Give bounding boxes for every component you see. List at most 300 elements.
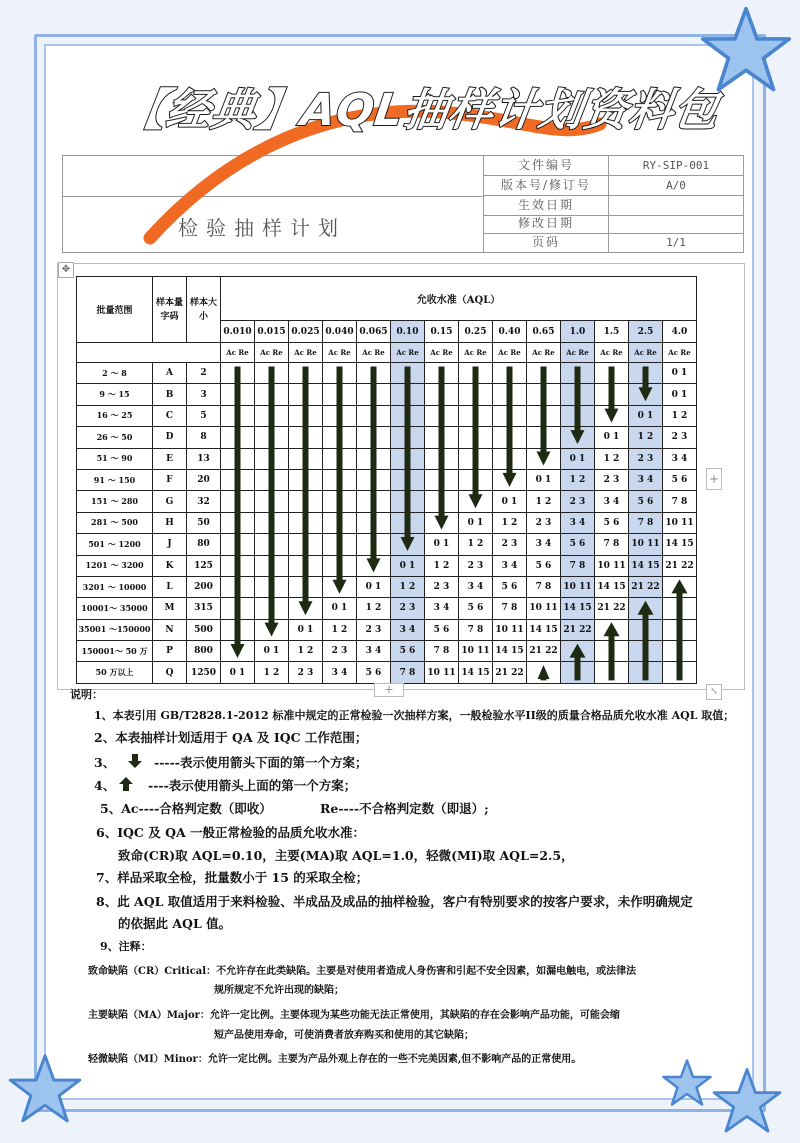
acre-cell: [561, 662, 595, 683]
size-cell: 125: [187, 555, 221, 576]
acre-cell: 2 3: [595, 469, 629, 490]
acre-cell: 1 2: [459, 534, 493, 555]
acre-cell: 1 2: [663, 405, 697, 426]
acre-cell: 7 8: [459, 619, 493, 640]
acre-cell: [493, 405, 527, 426]
size-cell: 8: [187, 427, 221, 448]
acre-cell: [391, 534, 425, 555]
acre-cell: [391, 491, 425, 512]
aql-level: 0.40: [493, 321, 527, 343]
acre-cell: 0 1: [357, 576, 391, 597]
acre-cell: [221, 512, 255, 533]
note-7: 7、样品采取全检，批量数小于 15 的采取全检；: [96, 870, 369, 885]
acre-cell: 3 4: [459, 576, 493, 597]
acre-cell: [459, 384, 493, 405]
acre-cell: 0 1: [595, 427, 629, 448]
acre-cell: [289, 448, 323, 469]
acre-cell: 3 4: [561, 512, 595, 533]
header-key: 文件编号: [484, 156, 609, 175]
size-cell: 315: [187, 598, 221, 619]
acre-cell: 14 15: [459, 662, 493, 683]
acre-cell: [561, 384, 595, 405]
acre-cell: 3 4: [663, 448, 697, 469]
acre-cell: [527, 405, 561, 426]
lot-range-cell: 150001～ 50 万: [77, 641, 153, 662]
header-row-doc-no: [484, 156, 743, 176]
acre-cell: [629, 619, 663, 640]
lot-range-cell: 9 ～ 15: [77, 384, 153, 405]
acre-cell: [595, 384, 629, 405]
acre-cell: [289, 363, 323, 384]
note-major-cont: 短产品使用寿命，可使消费者放弃购买和使用的其它缺陷；: [214, 1030, 474, 1041]
acre-cell: [255, 619, 289, 640]
acre-cell: [663, 598, 697, 619]
acre-cell: [255, 491, 289, 512]
lot-range-cell: 16 ～ 25: [77, 405, 153, 426]
acre-cell: [221, 384, 255, 405]
acre-cell: [425, 491, 459, 512]
header-key: 版本号/修订号: [484, 176, 609, 195]
code-cell: M: [153, 598, 187, 619]
acre-cell: [663, 576, 697, 597]
acre-cell: [459, 405, 493, 426]
acre-cell: [323, 469, 357, 490]
acre-cell: [595, 662, 629, 683]
note-1: 1、本表引用 GB/T2828.1-2012 标准中规定的正常检验一次抽样方案，一般检验水平II级的质量合格品质允收水准 AQL 取值；: [94, 709, 735, 722]
notes-heading: 说明：: [70, 688, 103, 701]
code-header: 样本量字码: [153, 277, 187, 343]
acre-cell: 0 1: [255, 641, 289, 662]
size-cell: 80: [187, 534, 221, 555]
acre-cell: [255, 534, 289, 555]
acre-cell: 0 1: [663, 363, 697, 384]
table-row: [77, 427, 697, 448]
acre-cell: [391, 512, 425, 533]
acre-cell: 2 3: [391, 598, 425, 619]
acre-cell: [255, 427, 289, 448]
acre-cell: [493, 448, 527, 469]
acre-cell: 14 15: [595, 576, 629, 597]
note-major: 主要缺陷（MA）Major：允许一定比例。主要体现为某些功能无法正常使用，其缺陷的存在会影响产品功能，可能会缩: [88, 1010, 620, 1021]
header-row-version: [484, 176, 743, 196]
acre-cell: [391, 384, 425, 405]
code-cell: G: [153, 491, 187, 512]
note-6-detail: 致命(CR)取 AQL=0.10，主要(MA)取 AQL=1.0，轻微(MI)取 AQL=2.5，: [118, 848, 574, 863]
acre-cell: [357, 469, 391, 490]
acre-cell: [221, 598, 255, 619]
acre-cell: 5 6: [663, 469, 697, 490]
size-cell: 50: [187, 512, 221, 533]
header-value: [609, 196, 743, 215]
acre-cell: [561, 641, 595, 662]
acre-cell: 3 4: [357, 641, 391, 662]
acre-cell: 1 2: [425, 555, 459, 576]
acre-cell: 5 6: [357, 662, 391, 683]
acre-cell: [221, 469, 255, 490]
code-cell: J: [153, 534, 187, 555]
acre-cell: 10 11: [425, 662, 459, 683]
size-cell: 500: [187, 619, 221, 640]
acre-cell: 10 11: [527, 598, 561, 619]
table-row: [77, 576, 697, 597]
acre-cell: [629, 363, 663, 384]
acre-cell: [289, 576, 323, 597]
acre-cell: [357, 427, 391, 448]
acre-cell: [357, 534, 391, 555]
code-cell: L: [153, 576, 187, 597]
acre-cell: [323, 384, 357, 405]
acre-cell: [425, 512, 459, 533]
acre-cell: [357, 405, 391, 426]
acre-cell: 1 2: [527, 491, 561, 512]
acre-cell: 5 6: [391, 641, 425, 662]
aql-level: 0.015: [255, 321, 289, 343]
plan-title: 检验抽样计划: [178, 216, 346, 240]
size-cell: 5: [187, 405, 221, 426]
lot-range-cell: 3201 ～ 10000: [77, 576, 153, 597]
aql-level: 0.15: [425, 321, 459, 343]
acre-cell: 21 22: [663, 555, 697, 576]
move-handle-icon[interactable]: ✥: [58, 262, 74, 278]
aql-level: 0.040: [323, 321, 357, 343]
acre-cell: 21 22: [493, 662, 527, 683]
aql-level: 4.0: [663, 321, 697, 343]
header-key: 页码: [484, 233, 609, 252]
acre-label: Ac Re: [221, 343, 255, 363]
acre-cell: [391, 427, 425, 448]
note-minor: 轻微缺陷（MI）Minor：允许一定比例。主要为产品外观上存在的一些不完美因素,但不影响产品的正常使用。: [88, 1054, 582, 1065]
acre-cell: 5 6: [459, 598, 493, 619]
acre-label: Ac Re: [323, 343, 357, 363]
acre-cell: [357, 555, 391, 576]
table-row: [77, 384, 697, 405]
acre-cell: [323, 448, 357, 469]
acre-cell: 1 2: [561, 469, 595, 490]
acre-cell: 7 8: [663, 491, 697, 512]
acre-cell: 0 1: [561, 448, 595, 469]
note-9: 9、注释：: [100, 940, 152, 953]
lot-range-cell: 281 ～ 500: [77, 512, 153, 533]
acre-cell: [255, 555, 289, 576]
size-cell: 32: [187, 491, 221, 512]
acre-cell: [289, 427, 323, 448]
lot-range-header: 批量范围: [77, 277, 153, 343]
aql-level: 0.025: [289, 321, 323, 343]
star-icon: [8, 1052, 82, 1126]
header-key: 修改日期: [484, 214, 609, 233]
acre-label: Ac Re: [527, 343, 561, 363]
acre-cell: 14 15: [629, 555, 663, 576]
aql-level: 2.5: [629, 321, 663, 343]
header-value: RY-SIP-001: [642, 159, 710, 172]
acre-cell: [289, 598, 323, 619]
acre-cell: [221, 427, 255, 448]
acre-label: Ac Re: [425, 343, 459, 363]
acre-cell: 1 2: [391, 576, 425, 597]
acre-cell: 2 3: [493, 534, 527, 555]
acre-cell: 0 1: [663, 384, 697, 405]
acre-label: Ac Re: [629, 343, 663, 363]
acre-cell: 0 1: [493, 491, 527, 512]
acre-cell: [221, 619, 255, 640]
acre-cell: [425, 427, 459, 448]
acre-cell: 2 3: [425, 576, 459, 597]
lot-range-cell: 35001 ～150000: [77, 619, 153, 640]
acre-label: Ac Re: [561, 343, 595, 363]
acre-cell: 7 8: [629, 512, 663, 533]
acre-cell: [323, 427, 357, 448]
aql-level: 0.25: [459, 321, 493, 343]
acre-label: Ac Re: [459, 343, 493, 363]
star-icon: [662, 1058, 712, 1108]
resize-icon[interactable]: ⤡: [706, 684, 722, 700]
aql-level: 0.65: [527, 321, 561, 343]
table-row: [77, 512, 697, 533]
acre-cell: [357, 363, 391, 384]
acre-cell: 1 2: [255, 662, 289, 683]
note-critical: 致命缺陷（CR）Critical：不允许存在此类缺陷。主要是对使用者造成人身伤害和引起不安全因素，如漏电触电，或法律法: [88, 966, 637, 977]
acre-row: [77, 343, 697, 363]
acre-cell: 0 1: [221, 662, 255, 683]
lot-range-cell: 1201 ～ 3200: [77, 555, 153, 576]
size-header: 样本大小: [187, 277, 221, 343]
header-value: 1/1: [666, 236, 686, 249]
code-cell: F: [153, 469, 187, 490]
acre-cell: [255, 448, 289, 469]
acre-cell: 10 11: [663, 512, 697, 533]
acre-cell: [459, 469, 493, 490]
star-icon: [712, 1066, 782, 1136]
acre-cell: [255, 598, 289, 619]
acre-cell: [323, 491, 357, 512]
acre-cell: 5 6: [527, 555, 561, 576]
acre-cell: 21 22: [527, 641, 561, 662]
lot-range-cell: 91 ～ 150: [77, 469, 153, 490]
acre-cell: [357, 512, 391, 533]
acre-cell: [595, 405, 629, 426]
table-row: [77, 448, 697, 469]
add-row-icon[interactable]: +: [374, 683, 404, 697]
arrow-down-icon: [128, 754, 142, 768]
acre-cell: [391, 405, 425, 426]
acre-label: Ac Re: [595, 343, 629, 363]
acre-cell: 1 2: [323, 619, 357, 640]
aql-header: 允收水准（AQL）: [221, 277, 697, 321]
acre-cell: 10 11: [595, 555, 629, 576]
acre-cell: 2 3: [561, 491, 595, 512]
acre-cell: 1 2: [289, 641, 323, 662]
acre-label: Ac Re: [493, 343, 527, 363]
acre-cell: [255, 576, 289, 597]
lot-range-cell: 151 ～ 280: [77, 491, 153, 512]
add-column-icon[interactable]: +: [706, 468, 722, 490]
note-3: -----表示使用箭头下面的第一个方案；: [154, 755, 368, 770]
code-cell: A: [153, 363, 187, 384]
acre-cell: [323, 555, 357, 576]
header-row-modified-date: [484, 214, 743, 234]
acre-cell: [595, 619, 629, 640]
acre-cell: 0 1: [459, 512, 493, 533]
code-cell: E: [153, 448, 187, 469]
acre-label: Ac Re: [357, 343, 391, 363]
size-cell: 1250: [187, 662, 221, 683]
acre-cell: 7 8: [527, 576, 561, 597]
size-cell: 20: [187, 469, 221, 490]
code-cell: N: [153, 619, 187, 640]
acre-cell: [323, 534, 357, 555]
acre-cell: [459, 491, 493, 512]
acre-cell: [391, 363, 425, 384]
acre-cell: 5 6: [629, 491, 663, 512]
acre-cell: 2 3: [629, 448, 663, 469]
acre-cell: 1 2: [595, 448, 629, 469]
page-banner-title: 【经典】AQL抽样计划资料包: [117, 85, 723, 136]
acre-cell: [425, 469, 459, 490]
acre-cell: 7 8: [391, 662, 425, 683]
acre-label: Ac Re: [391, 343, 425, 363]
acre-cell: 7 8: [595, 534, 629, 555]
acre-cell: 10 11: [629, 534, 663, 555]
acre-cell: [527, 363, 561, 384]
arrow-up-icon: [119, 777, 133, 791]
acre-cell: 2 3: [357, 619, 391, 640]
code-cell: H: [153, 512, 187, 533]
header-row-effective-date: [484, 196, 743, 216]
acre-cell: 21 22: [629, 576, 663, 597]
code-cell: Q: [153, 662, 187, 683]
note-5-re: Re----不合格判定数（即退）;: [320, 801, 489, 816]
lot-range-cell: 50 万以上: [77, 662, 153, 683]
acre-cell: 3 4: [493, 555, 527, 576]
acre-cell: [255, 405, 289, 426]
acre-cell: 5 6: [493, 576, 527, 597]
acre-cell: [595, 363, 629, 384]
size-cell: 800: [187, 641, 221, 662]
acre-cell: [221, 448, 255, 469]
table-row: [77, 491, 697, 512]
acre-cell: 10 11: [493, 619, 527, 640]
acre-cell: [357, 491, 391, 512]
acre-cell: 5 6: [425, 619, 459, 640]
acre-cell: 2 3: [663, 427, 697, 448]
acre-cell: 2 3: [289, 662, 323, 683]
acre-cell: 0 1: [391, 555, 425, 576]
acre-cell: [527, 448, 561, 469]
aql-table: [76, 276, 697, 684]
table-row: [77, 619, 697, 640]
acre-cell: [663, 662, 697, 683]
acre-cell: [221, 405, 255, 426]
acre-cell: [221, 491, 255, 512]
acre-cell: [323, 405, 357, 426]
acre-cell: [459, 363, 493, 384]
acre-cell: 21 22: [595, 598, 629, 619]
acre-cell: 14 15: [663, 534, 697, 555]
acre-cell: 1 2: [493, 512, 527, 533]
acre-cell: [493, 384, 527, 405]
acre-cell: 10 11: [561, 576, 595, 597]
acre-cell: [289, 491, 323, 512]
acre-cell: 21 22: [561, 619, 595, 640]
size-cell: 200: [187, 576, 221, 597]
acre-cell: [493, 363, 527, 384]
acre-cell: 14 15: [561, 598, 595, 619]
acre-cell: [221, 363, 255, 384]
acre-cell: [255, 512, 289, 533]
table-row: [77, 534, 697, 555]
acre-cell: [221, 555, 255, 576]
acre-cell: [221, 534, 255, 555]
acre-cell: [289, 512, 323, 533]
acre-cell: 0 1: [629, 405, 663, 426]
code-cell: D: [153, 427, 187, 448]
aql-level: 0.065: [357, 321, 391, 343]
aql-level: 0.10: [391, 321, 425, 343]
acre-cell: [289, 534, 323, 555]
acre-cell: [425, 405, 459, 426]
acre-cell: 3 4: [629, 469, 663, 490]
code-cell: C: [153, 405, 187, 426]
acre-cell: [323, 576, 357, 597]
table-row: [77, 555, 697, 576]
aql-header-row: [77, 277, 697, 321]
table-row: [77, 662, 697, 683]
acre-cell: 1 2: [629, 427, 663, 448]
aql-level: 0.010: [221, 321, 255, 343]
table-row: [77, 641, 697, 662]
aql-level: 1.0: [561, 321, 595, 343]
acre-cell: 5 6: [595, 512, 629, 533]
acre-cell: [391, 448, 425, 469]
acre-cell: 1 2: [357, 598, 391, 619]
acre-cell: [289, 405, 323, 426]
header-row-page: [484, 233, 743, 252]
acre-cell: 10 11: [459, 641, 493, 662]
acre-cell: [425, 363, 459, 384]
note-2: 2、本表抽样计划适用于 QA 及 IQC 工作范围；: [94, 730, 368, 745]
note-4-num: 4、: [94, 778, 116, 793]
acre-cell: [527, 662, 561, 683]
acre-cell: [527, 427, 561, 448]
acre-cell: [323, 512, 357, 533]
acre-cell: [459, 427, 493, 448]
code-cell: P: [153, 641, 187, 662]
acre-cell: [357, 384, 391, 405]
acre-cell: [255, 363, 289, 384]
acre-cell: 3 4: [323, 662, 357, 683]
acre-cell: 7 8: [425, 641, 459, 662]
note-3-num: 3、: [94, 755, 116, 770]
acre-cell: 14 15: [527, 619, 561, 640]
acre-cell: [629, 598, 663, 619]
lot-range-cell: 26 ～ 50: [77, 427, 153, 448]
acre-cell: 0 1: [323, 598, 357, 619]
note-8-cont: 的依据此 AQL 值。: [118, 916, 232, 931]
acre-cell: 0 1: [527, 469, 561, 490]
note-critical-cont: 规所规定不允许出现的缺陷；: [214, 985, 344, 996]
header-key: 生效日期: [484, 196, 609, 215]
acre-cell: [221, 576, 255, 597]
acre-cell: [663, 641, 697, 662]
acre-cell: 2 3: [459, 555, 493, 576]
acre-cell: [425, 384, 459, 405]
acre-cell: [629, 662, 663, 683]
acre-cell: [459, 448, 493, 469]
acre-cell: [629, 641, 663, 662]
table-row: [77, 469, 697, 490]
acre-cell: 3 4: [425, 598, 459, 619]
note-5-ac: 5、Ac----合格判定数（即收）: [100, 801, 272, 816]
